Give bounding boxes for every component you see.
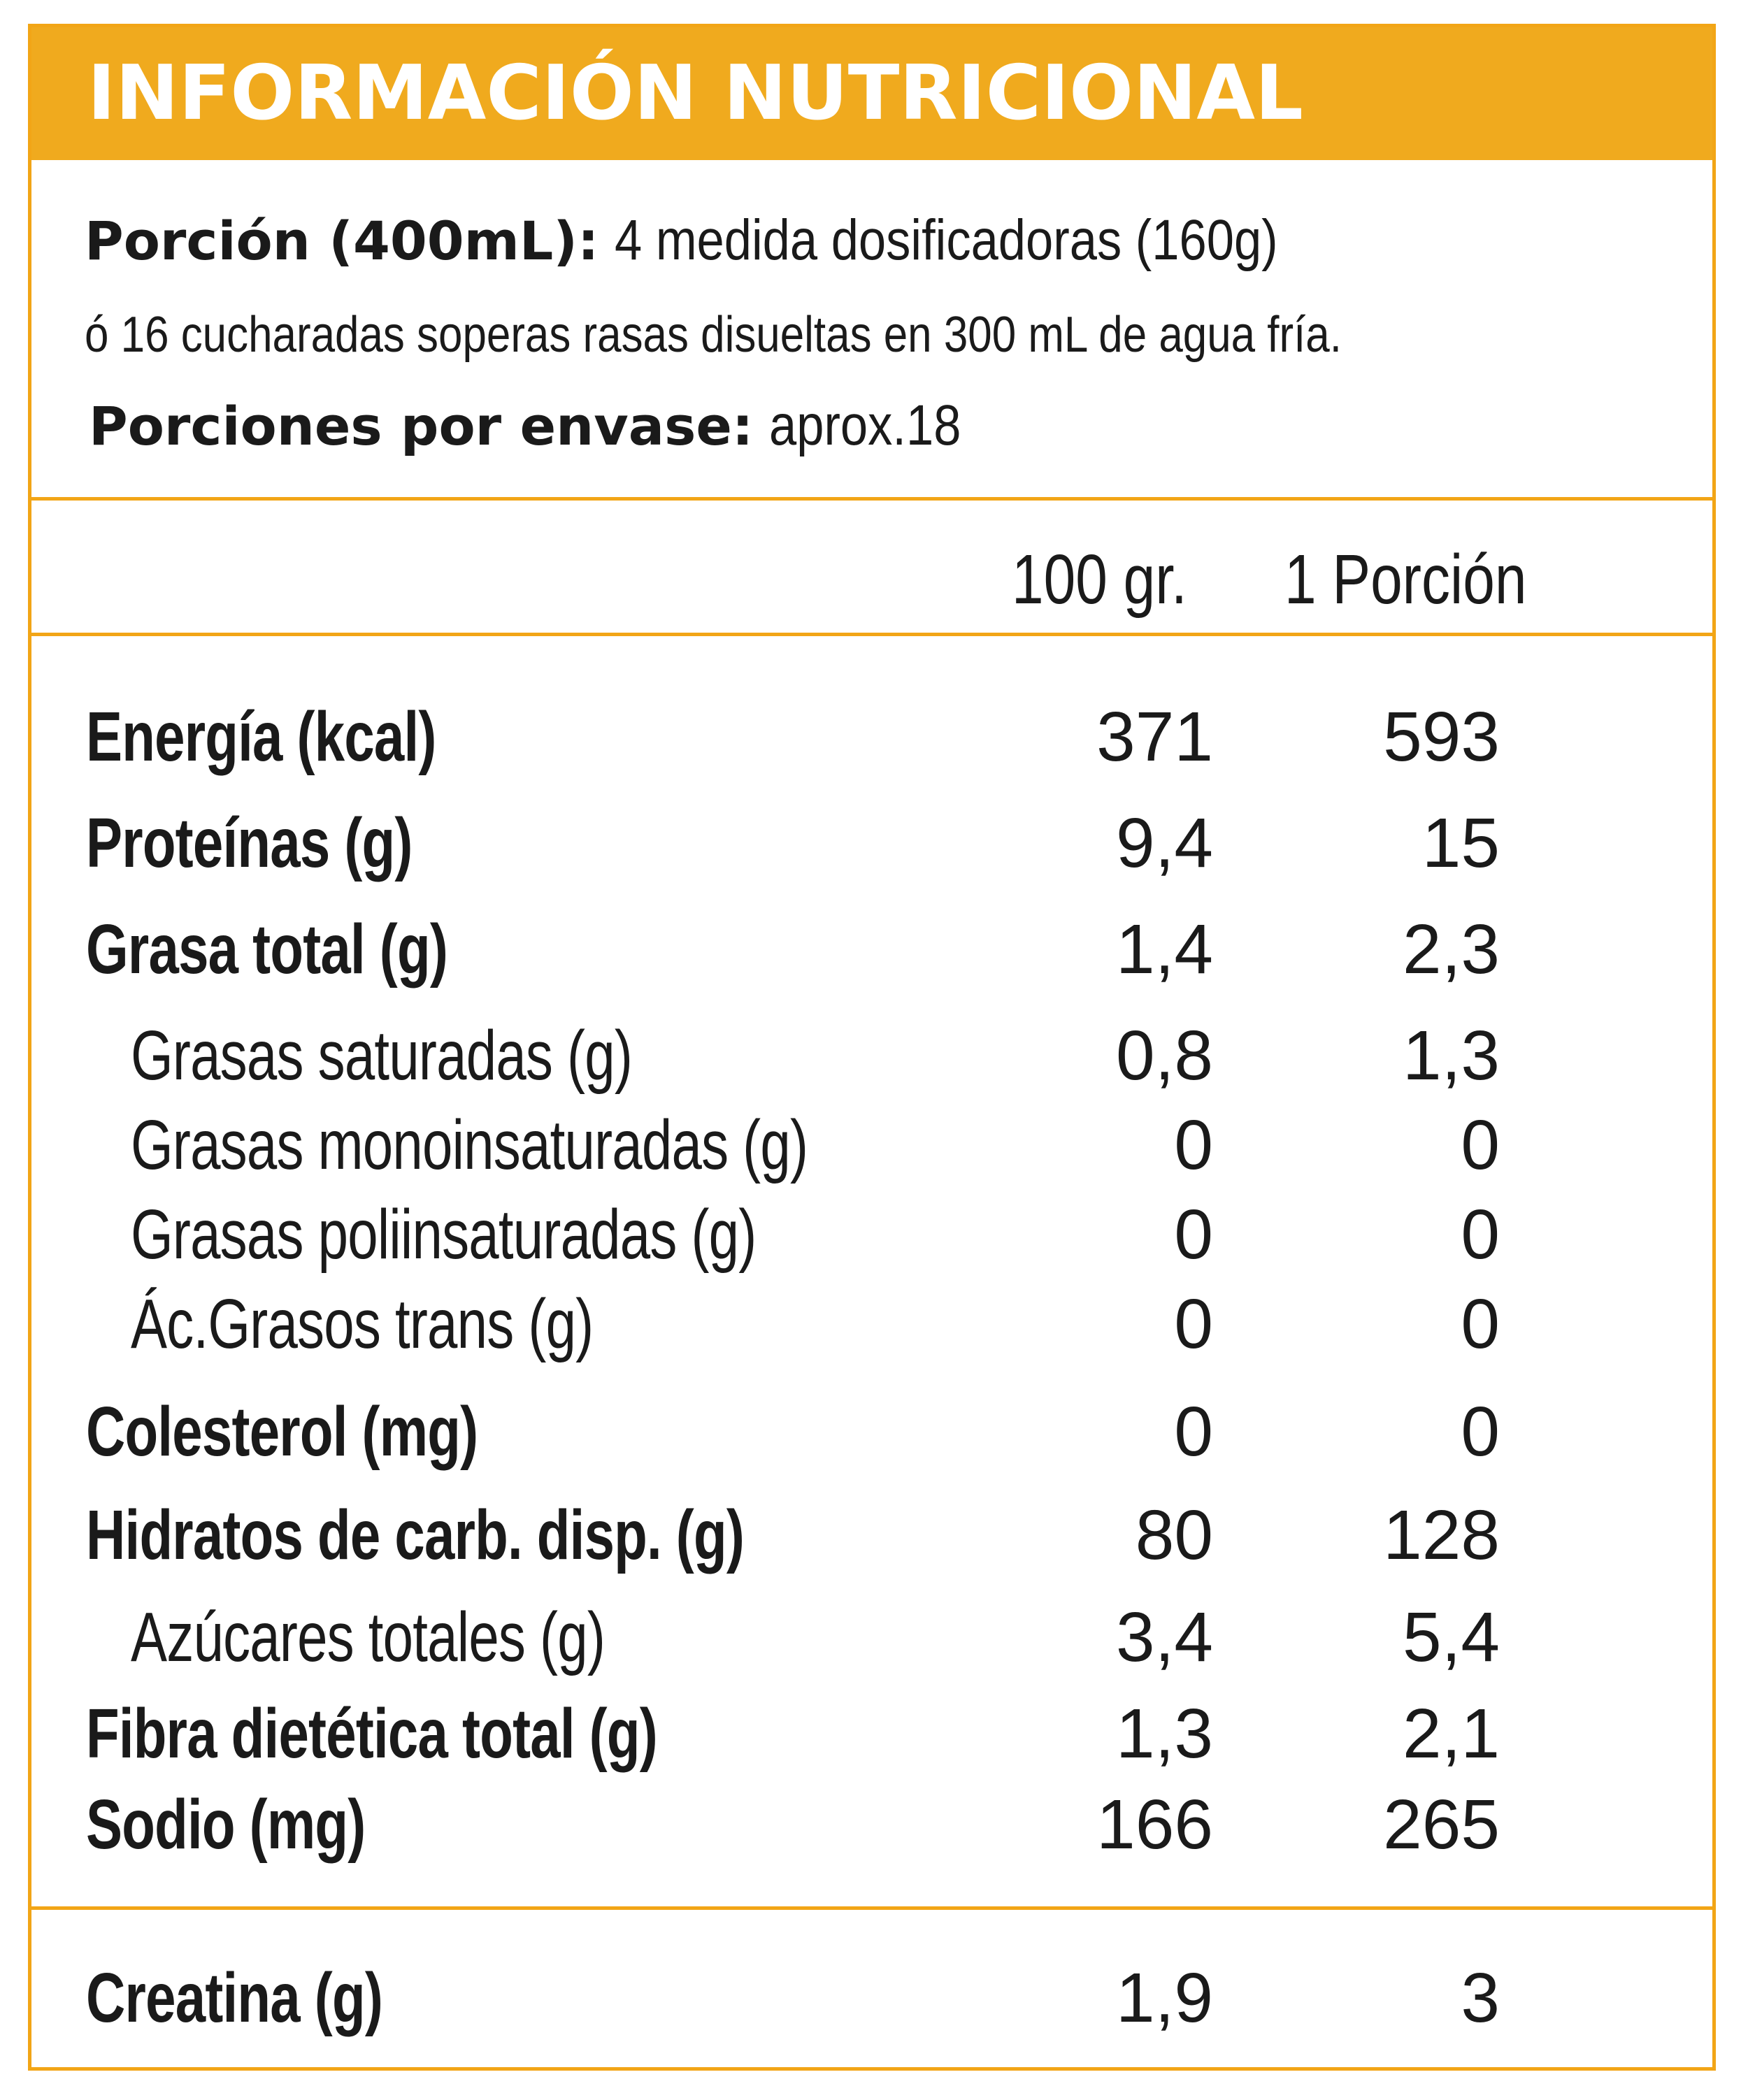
table-row [31,904,1712,995]
value-per-portion: 3 [1461,1959,1500,2037]
value-per-100g: 0 [1174,1285,1213,1363]
nutrient-label: Azúcares totales (g) [131,1598,606,1676]
value-per-portion: 1,3 [1402,1016,1500,1095]
value-per-portion: 0 [1461,1285,1500,1363]
divider-top [31,497,1712,501]
table-row [31,1592,1712,1683]
value-per-100g: 166 [1096,1785,1213,1864]
value-per-portion: 5,4 [1402,1598,1500,1676]
nutrient-label: Colesterol (mg) [86,1393,478,1471]
serving-size-value: 4 medida dosificadoras (160g) [615,208,1278,272]
value-per-100g: 0 [1174,1393,1213,1471]
value-per-100g: 0 [1174,1195,1213,1274]
value-per-portion: 2,3 [1402,910,1500,988]
value-per-100g: 3,4 [1115,1598,1213,1676]
table-row [31,1952,1712,2043]
nutrient-label: Hidratos de carb. disp. (g) [86,1496,745,1574]
value-per-100g: 9,4 [1115,804,1213,882]
servings-per-container-value: aprox.18 [769,394,961,457]
nutrient-label: Sodio (mg) [86,1785,366,1864]
value-per-100g: 0 [1174,1106,1213,1184]
nutrient-label: Energía (kcal) [86,698,436,776]
value-per-100g: 1,4 [1115,910,1213,988]
divider-bottom [31,1906,1712,1910]
table-row [31,1010,1712,1101]
column-header-portion: 1 Porción [1284,540,1527,619]
header-bar [31,27,1712,160]
value-per-portion: 128 [1383,1496,1500,1574]
value-per-portion: 0 [1461,1393,1500,1471]
value-per-portion: 265 [1383,1785,1500,1864]
nutrient-label: Fibra dietética total (g) [86,1695,657,1773]
table-row [31,798,1712,889]
value-per-100g: 1,3 [1115,1695,1213,1773]
panel-title: INFORMACIÓN NUTRICIONAL [87,50,1303,137]
table-row [31,1688,1712,1779]
table-row [31,1779,1712,1870]
servings-per-container-line [89,391,992,461]
value-per-portion: 2,1 [1402,1695,1500,1773]
column-header-100g: 100 gr. [1012,540,1187,619]
value-per-portion: 15 [1421,804,1500,882]
value-per-portion: 593 [1383,698,1500,776]
table-row [31,691,1712,782]
nutrient-label: Proteínas (g) [86,804,413,882]
table-row [31,1100,1712,1191]
nutrient-label: Grasas poliinsaturadas (g) [131,1195,757,1274]
serving-size-detail: ó 16 cucharadas soperas rasas disueltas en 300 mL de agua fría. [85,307,1342,363]
value-per-portion: 0 [1461,1106,1500,1184]
table-row [31,1279,1712,1369]
value-per-100g: 0,8 [1115,1016,1213,1095]
nutrient-label: Grasa total (g) [86,910,448,988]
nutrient-label: Creatina (g) [86,1959,383,2037]
servings-per-container-label: Porciones por envase: [89,395,754,457]
value-per-100g: 1,9 [1115,1959,1213,2037]
serving-size-line [85,206,1386,276]
nutrient-label: Grasas monoinsaturadas (g) [131,1106,808,1184]
table-row [31,1490,1712,1581]
nutrition-facts-panel [28,24,1716,2071]
value-per-100g: 371 [1096,698,1213,776]
table-row [31,1189,1712,1280]
serving-size-label: Porción (400mL): [85,210,599,272]
table-row [31,1386,1712,1477]
nutrient-label: Ác.Grasos trans (g) [131,1285,594,1363]
value-per-portion: 0 [1461,1195,1500,1274]
divider-columns [31,633,1712,636]
nutrient-label: Grasas saturadas (g) [131,1016,633,1095]
value-per-100g: 80 [1135,1496,1213,1574]
